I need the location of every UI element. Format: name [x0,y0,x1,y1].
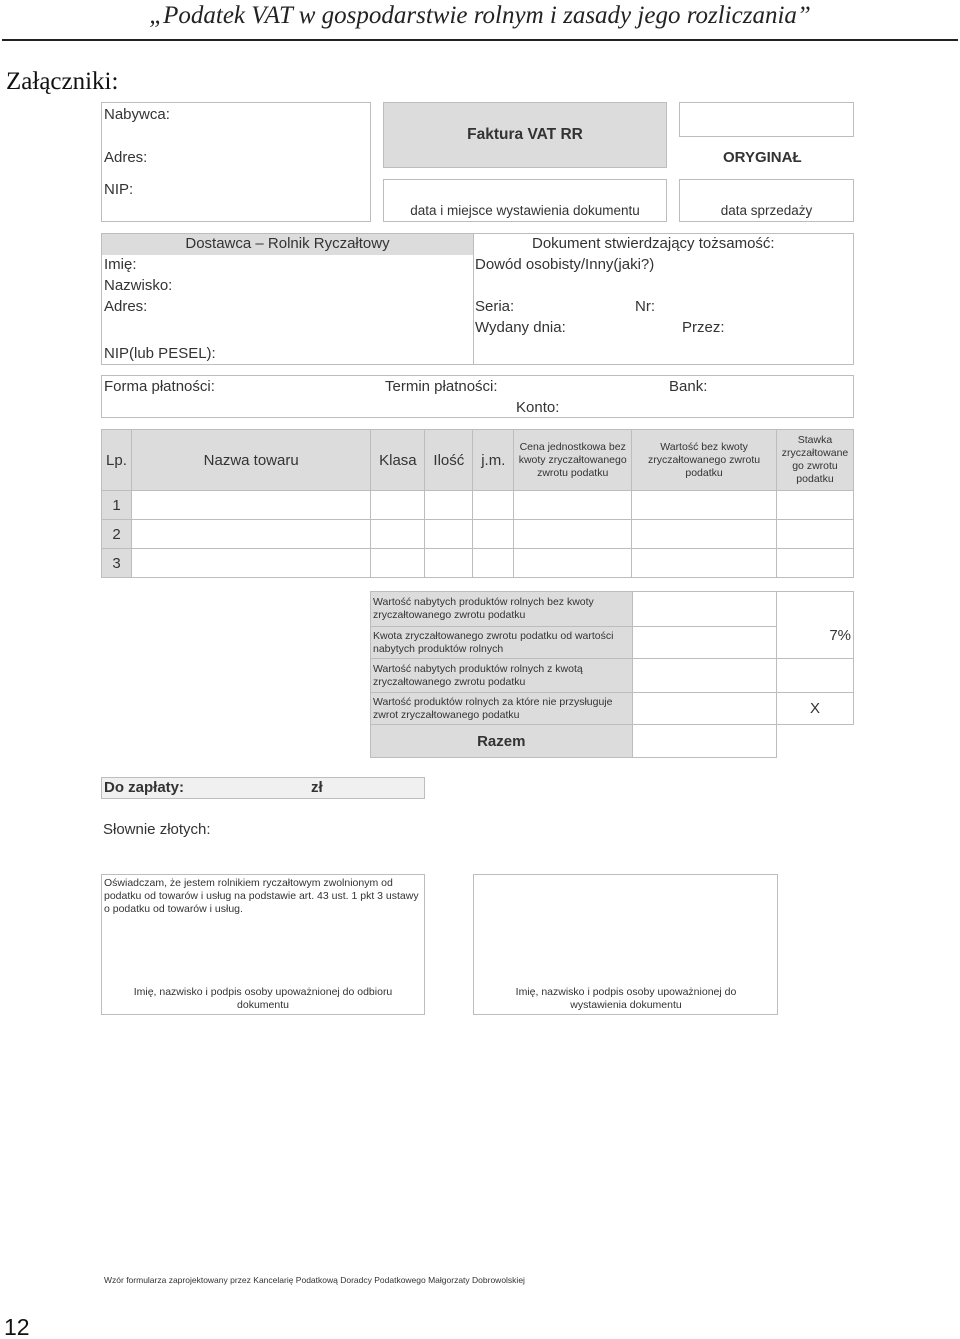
header-rate: Stawka zryczałtowane go zwrotu podatku [776,430,853,491]
supplier-divider [473,234,474,364]
receiver-signature-label: Imię, nazwisko i podpis osoby upoważnionej do odbioru dokumentu [133,986,393,1011]
issue-date-box [383,179,667,222]
identity-doc-type: Dowód osobisty/Inny(jaki?) [475,256,655,273]
summary-row2-label: Kwota zryczałtowanego zwrotu podatku od wartości nabytych produktów rolnych [371,627,633,659]
table-cell [131,549,370,578]
summary-row [371,592,854,627]
supplier-heading: Dostawca – Rolnik Ryczałtowy [185,235,390,252]
table-row [102,549,854,578]
attachments-heading: Załączniki: [6,68,119,95]
header-class: Klasa [371,430,425,491]
summary-row [371,627,854,659]
summary-rate-cell [777,659,854,693]
header-quantity: Ilość [425,430,473,491]
supplier-address: Adres: [104,298,148,315]
declaration-text: Oświadczam, że jestem rolnikiem ryczałtowym zwolnionym od podatku od towarów i usług na podstawie art. 43 ust. 1 pkt 3 ustawy o podatku od towarów i usług. [104,877,419,915]
items-table [101,429,854,578]
buyer-address-label: Adres: [104,149,148,166]
sale-date-box [679,179,854,222]
page-number: 12 [4,1314,30,1339]
table-cell [425,491,473,520]
to-pay-label: Do zapłaty: [104,779,185,796]
row-number: 1 [102,491,132,520]
identity-issued-by: Przez: [682,319,725,336]
table-cell [632,491,777,520]
payment-deadline: Termin płatności: [385,378,498,395]
summary-value-cell [632,627,777,659]
header-title: „Podatek VAT w gospodarstwie rolnym i zasady jego rozliczania” [149,2,811,29]
sale-date-label: data sprzedaży [720,203,813,218]
to-pay-box [101,777,425,799]
table-cell [473,520,514,549]
receiver-signature-box [101,874,425,1015]
summary-row3-label: Wartość nabytych produktów rolnych z kwotą zryczałtowanego zwrotu podatku [371,659,633,693]
summary-empty [777,725,854,758]
table-cell [425,520,473,549]
issuer-signature-box [473,874,778,1015]
table-cell [131,520,370,549]
summary-value-cell [632,659,777,693]
summary-rate-cell [777,592,854,627]
footer-note: Wzór formularza zaprojektowany przez Kancelarię Podatkową Doradcy Podatkowego Małgorzaty Dobrowolskiej [104,1275,525,1285]
supplier-first-name: Imię: [104,256,137,273]
row-number: 3 [102,549,132,578]
table-cell [514,520,632,549]
original-label: ORYGINAŁ [723,149,802,166]
header-unit: j.m. [473,430,514,491]
identity-issued-on: Wydany dnia: [475,319,566,336]
page-header [0,0,960,42]
summary-total-label: Razem [371,725,633,758]
table-cell [371,549,425,578]
summary-total-value [632,725,777,758]
summary-total-row [371,725,854,758]
header-unit-price: Cena jednostkowa bez kwoty zryczałtowanego zwrotu podatku [514,430,632,491]
identity-series: Seria: [475,298,515,315]
table-cell [473,549,514,578]
table-cell [776,549,853,578]
header-value: Wartość bez kwoty zryczałtowanego zwrotu podatku [632,430,777,491]
table-row [102,520,854,549]
summary-row [371,659,854,693]
summary-table [370,591,854,758]
table-cell [514,549,632,578]
table-cell [371,520,425,549]
table-cell [371,491,425,520]
supplier-nip: NIP(lub PESEL): [104,345,216,362]
payment-box [101,375,854,418]
to-pay-currency: zł [311,779,323,796]
summary-value-cell [632,592,777,627]
buyer-nip-label: NIP: [104,181,134,198]
buyer-label: Nabywca: [104,106,170,123]
amount-in-words-label: Słownie złotych: [103,821,211,838]
header-rule [2,39,958,41]
payment-form: Forma płatności: [104,378,215,395]
invoice-title-box [383,102,667,168]
issue-date-label: data i miejsce wystawienia dokumentu [410,203,640,218]
issuer-signature-label: Imię, nazwisko i podpis osoby upoważnionej do wystawienia dokumentu [515,986,737,1011]
payment-bank: Bank: [669,378,708,395]
items-header-row [102,430,854,491]
summary-value-cell [632,693,777,725]
table-cell [514,491,632,520]
identity-heading: Dokument stwierdzający tożsamość: [532,235,775,252]
table-cell [776,520,853,549]
summary-row4-label: Wartość produktów rolnych za które nie przysługuje zwrot zryczałtowanego podatku [371,693,633,725]
original-field-box [679,102,854,137]
table-cell [425,549,473,578]
header-lp: Lp. [102,430,132,491]
table-cell [632,549,777,578]
summary-rate-value: 7% [777,627,854,659]
table-cell [473,491,514,520]
row-number: 2 [102,520,132,549]
supplier-box [101,233,854,365]
summary-row [371,693,854,725]
summary-row1-label: Wartość nabytych produktów rolnych bez kwoty zryczałtowanego zwrotu podatku [371,592,633,627]
buyer-box [101,102,371,222]
table-cell [776,491,853,520]
table-cell [131,491,370,520]
invoice-title: Faktura VAT RR [467,126,583,143]
identity-number: Nr: [635,298,655,315]
summary-x-mark: X [777,693,854,725]
table-row [102,491,854,520]
supplier-last-name: Nazwisko: [104,277,173,294]
table-cell [632,520,777,549]
header-name: Nazwa towaru [131,430,370,491]
payment-account: Konto: [516,399,560,416]
